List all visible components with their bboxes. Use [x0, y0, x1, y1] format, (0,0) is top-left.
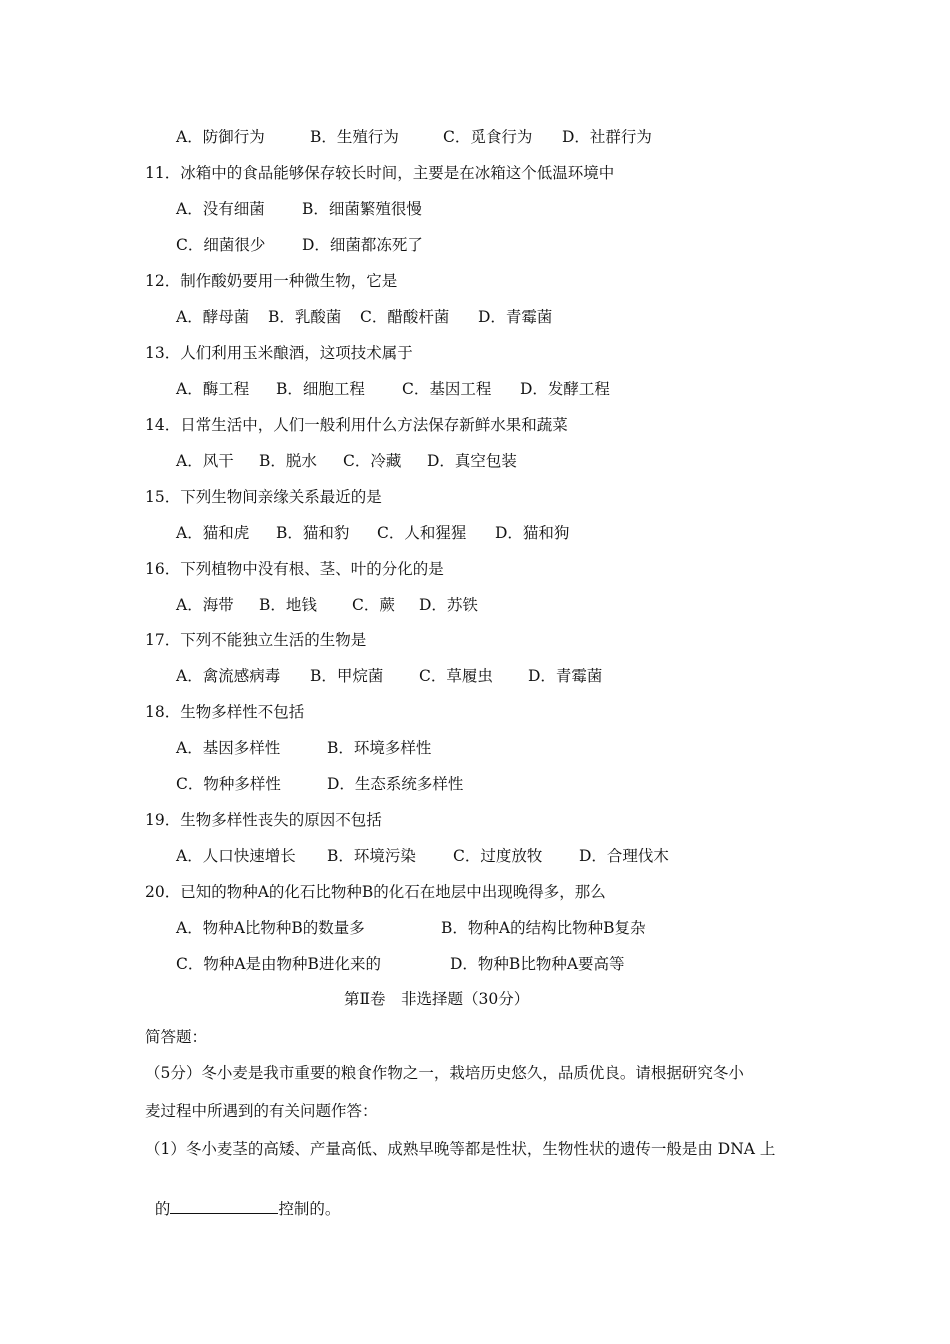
q18-stem: 18．生物多样性不包括 [145, 703, 305, 721]
q16-option-a: A．海带 [176, 596, 234, 614]
q14-stem: 14．日常生活中，人们一般利用什么方法保存新鲜水果和蔬菜 [145, 416, 568, 434]
q16-stem: 16．下列植物中没有根、茎、叶的分化的是 [145, 560, 444, 578]
q11-stem: 11．冰箱中的食品能够保存较长时间，主要是在冰箱这个低温环境中 [145, 164, 615, 182]
q10-option-c: C．觅食行为 [443, 128, 533, 146]
q11-option-b: B．细菌繁殖很慢 [302, 200, 422, 218]
q17-option-c: C．草履虫 [419, 667, 493, 685]
q15-option-b: B．猫和豹 [276, 524, 350, 542]
q13-option-d: D．发酵工程 [520, 380, 610, 398]
q19-option-b: B．环境污染 [327, 847, 416, 865]
q10-option-a: A．防御行为 [176, 128, 265, 146]
q15-option-a: A．猫和虎 [176, 524, 250, 542]
q12-option-b: B．乳酸菌 [268, 308, 342, 326]
q11-option-a: A．没有细菌 [176, 200, 265, 218]
q20-option-c: C．物种A是由物种B进化来的 [176, 955, 381, 973]
intro-line-1: （5分）冬小麦是我市重要的粮食作物之一，栽培历史悠久，品质优良。请根据研究冬小 [145, 1064, 744, 1082]
q16-option-b: B．地钱 [259, 596, 317, 614]
q19-stem: 19．生物多样性丧失的原因不包括 [145, 811, 382, 829]
q19-option-d: D．合理伐木 [579, 847, 669, 865]
question-1-line-2 [145, 1177, 340, 1219]
q17-option-d: D．青霉菌 [528, 667, 603, 685]
section-title: 第Ⅱ卷 非选择题（30分） [344, 990, 530, 1008]
q13-option-c: C．基因工程 [402, 380, 492, 398]
q17-option-a: A．禽流感病毒 [176, 667, 281, 685]
q14-option-a: A．风干 [176, 452, 234, 470]
q14-option-d: D．真空包装 [427, 452, 517, 470]
question-1-prefix: 的 [154, 1200, 171, 1218]
q14-option-b: B．脱水 [259, 452, 317, 470]
q12-option-d: D．青霉菌 [478, 308, 553, 326]
section-heading: 简答题： [145, 1028, 208, 1046]
q12-option-c: C．醋酸杆菌 [360, 308, 450, 326]
q12-option-a: A．酵母菌 [176, 308, 250, 326]
q17-option-b: B．甲烷菌 [310, 667, 384, 685]
q14-option-c: C．冷藏 [343, 452, 402, 470]
q11-option-c: C．细菌很少 [176, 236, 266, 254]
q13-option-b: B．细胞工程 [276, 380, 365, 398]
q20-option-d: D．物种B比物种A要高等 [450, 955, 625, 973]
q15-option-c: C．人和猩猩 [377, 524, 467, 542]
q13-option-a: A．酶工程 [176, 380, 250, 398]
q20-option-b: B．物种A的结构比物种B复杂 [441, 919, 646, 937]
q17-stem: 17．下列不能独立生活的生物是 [145, 631, 367, 649]
q12-stem: 12．制作酸奶要用一种微生物，它是 [145, 272, 398, 290]
q15-stem: 15．下列生物间亲缘关系最近的是 [145, 488, 382, 506]
q10-option-d: D．社群行为 [562, 128, 652, 146]
answer-blank[interactable] [170, 1197, 278, 1214]
q18-option-c: C．物种多样性 [176, 775, 281, 793]
q11-option-d: D．细菌都冻死了 [302, 236, 423, 254]
q18-option-a: A．基因多样性 [176, 739, 281, 757]
q18-option-d: D．生态系统多样性 [327, 775, 464, 793]
q13-stem: 13．人们利用玉米酿酒，这项技术属于 [145, 344, 413, 362]
q15-option-d: D．猫和狗 [495, 524, 570, 542]
q19-option-c: C．过度放牧 [453, 847, 543, 865]
q16-option-d: D．苏铁 [419, 596, 478, 614]
q20-stem: 20．已知的物种A的化石比物种B的化石在地层中出现晚得多，那么 [145, 883, 606, 901]
question-1-suffix: 控制的。 [278, 1200, 341, 1218]
q18-option-b: B．环境多样性 [327, 739, 432, 757]
q10-option-b: B．生殖行为 [310, 128, 399, 146]
q19-option-a: A．人口快速增长 [176, 847, 296, 865]
q16-option-c: C．蕨 [352, 596, 395, 614]
question-1-line-1: （1）冬小麦茎的高矮、产量高低、成熟早晚等都是性状，生物性状的遗传一般是由 DNA 上 [145, 1140, 776, 1158]
q20-option-a: A．物种A比物种B的数量多 [176, 919, 365, 937]
intro-line-2: 麦过程中所遇到的有关问题作答： [145, 1102, 378, 1120]
